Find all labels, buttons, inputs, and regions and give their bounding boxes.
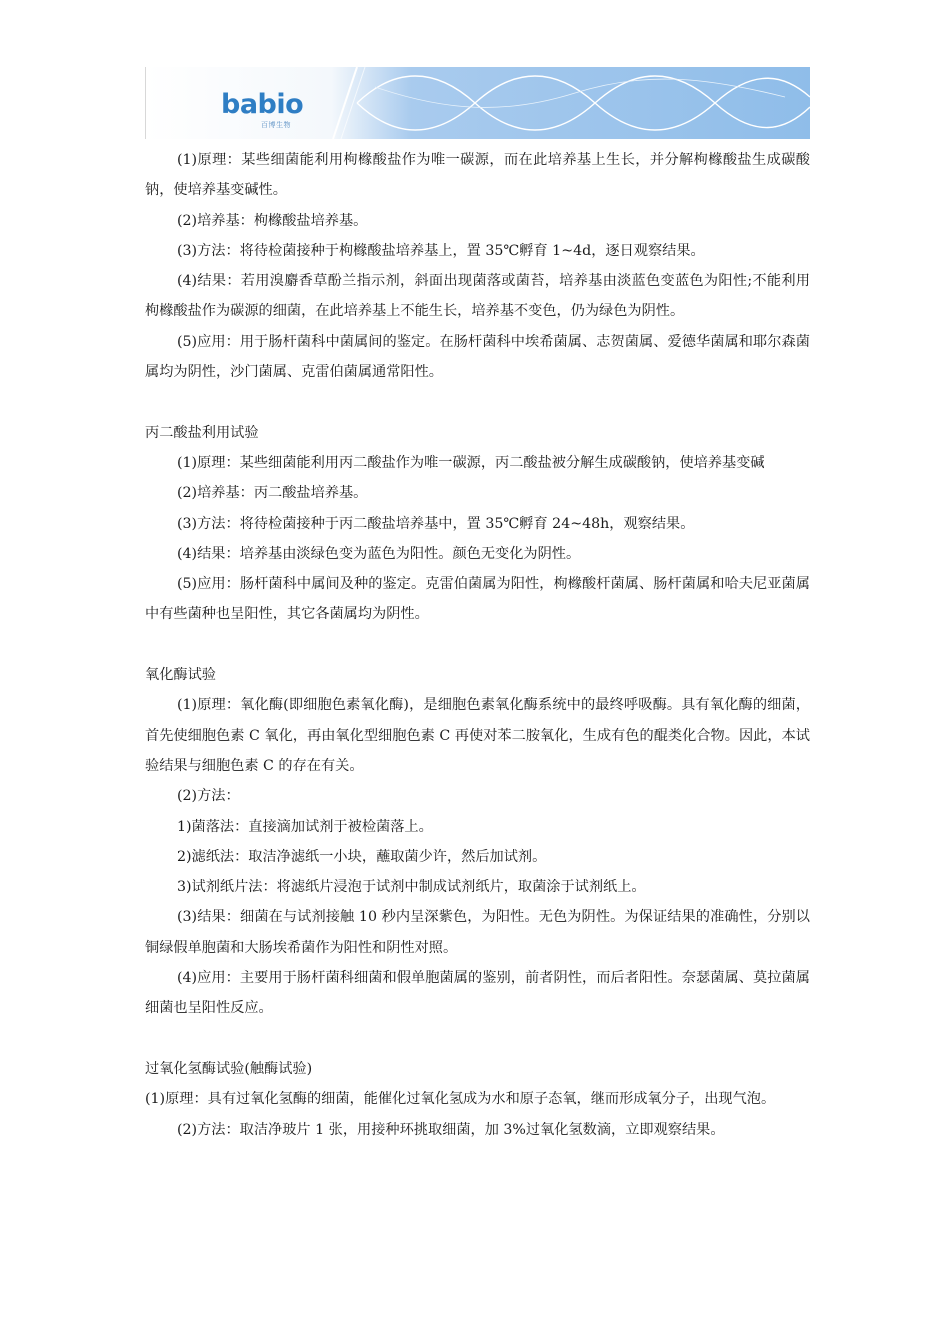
brand-logo: babio	[221, 89, 304, 120]
paragraph: (3)方法：将待检菌接种于枸橼酸盐培养基上，置 35℃孵育 1~4d，逐日观察结果。	[177, 242, 705, 259]
paragraph: 2)滤纸法：取洁净滤纸一小块，蘸取菌少许，然后加试剂。	[177, 848, 547, 865]
section-title: 过氧化氢酶试验(触酶试验)	[145, 1060, 313, 1077]
paragraph: 3)试剂纸片法：将滤纸片浸泡于试剂中制成试剂纸片，取菌涂于试剂纸上。	[177, 879, 646, 896]
paragraph: (4)结果：若用溴麝香草酚兰指示剂，斜面出现菌落或菌苔，培养基由淡蓝色变蓝色为阳性;不能利用枸橼酸盐作为碳源的细菌，在此培养基上不能生长，培养基不变色，仍为绿色为阴性。	[145, 273, 810, 320]
paragraph: (5)应用：肠杆菌科中属间及种的鉴定。克雷伯菌属为阳性，枸橼酸杆菌属、肠杆菌属和哈夫尼亚菌属中有些菌种也呈阳性，其它各菌属均为阴性。	[145, 576, 810, 623]
paragraph: 1)菌落法：直接滴加试剂于被检菌落上。	[177, 818, 433, 835]
paragraph: (4)结果：培养基由淡绿色变为蓝色为阳性。颜色无变化为阴性。	[177, 545, 581, 562]
section-title: 氧化酶试验	[145, 667, 216, 684]
header-banner	[145, 67, 810, 139]
document-body	[145, 145, 810, 1145]
paragraph: (5)应用：用于肠杆菌科中菌属间的鉴定。在肠杆菌科中埃希菌属、志贺菌属、爱德华菌属和耶尔森菌属均为阴性，沙门菌属、克雷伯菌属通常阳性。	[145, 333, 810, 381]
section-title: 丙二酸盐利用试验	[145, 424, 259, 441]
brand-subtitle: 百博生物	[261, 121, 291, 129]
paragraph: (1)原理：某些细菌能利用丙二酸盐作为唯一碳源，丙二酸盐被分解生成碳酸钠，使培养基变碱	[177, 454, 765, 471]
paragraph: (3)结果：细菌在与试剂接触 10 秒内呈深紫色，为阳性。无色为阴性。为保证结果的准确性，分别以铜绿假单胞菌和大肠埃希菌作为阳性和阴性对照。	[145, 909, 810, 956]
paragraph: (1)原理：氧化酶(即细胞色素氧化酶)，是细胞色素氧化酶系统中的最终呼吸酶。具有氧化酶的细菌，首先使细胞色素 C 氧化，再由氧化型细胞色素 C 再使对苯二胺氧化，生成有色的醌类化合物。因此，本试验结果与细胞色素 C 的存在有关。	[145, 697, 810, 774]
paragraph: (2)培养基：丙二酸盐培养基。	[177, 485, 368, 502]
paragraph: (4)应用：主要用于肠杆菌科细菌和假单胞菌属的鉴别，前者阴性，而后者阳性。奈瑟菌属、莫拉菌属细菌也呈阳性反应。	[145, 970, 810, 1017]
paragraph: (1)原理：具有过氧化氢酶的细菌，能催化过氧化氢成为水和原子态氧，继而形成氧分子，出现气泡。	[145, 1091, 776, 1108]
paragraph: (1)原理：某些细菌能利用枸橼酸盐作为唯一碳源，而在此培养基上生长，并分解枸橼酸盐生成碳酸钠，使培养基变碱性。	[145, 152, 810, 199]
paragraph: (2)方法：	[177, 788, 240, 805]
paragraph: (2)方法：取洁净玻片 1 张，用接种环挑取细菌，加 3%过氧化氢数滴，立即观察结果。	[177, 1121, 725, 1138]
paragraph: (2)培养基：枸橼酸盐培养基。	[177, 212, 368, 229]
paragraph: (3)方法：将待检菌接种于丙二酸盐培养基中，置 35℃孵育 24~48h，观察结果。	[177, 515, 695, 532]
